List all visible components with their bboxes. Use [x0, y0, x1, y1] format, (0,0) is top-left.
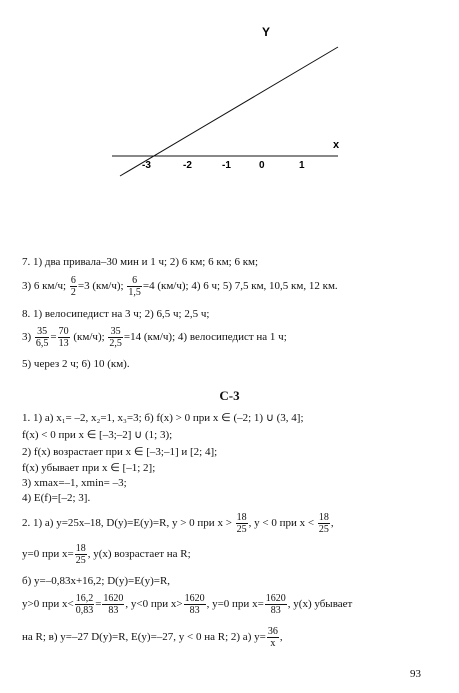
p7-line2 [22, 275, 338, 298]
s2-frac6 [184, 593, 206, 616]
s2-line4-c: , y<0 при x> [125, 598, 183, 611]
s2-frac2-num: 18 [318, 512, 329, 523]
s2-frac3 [75, 543, 87, 566]
page-number: 93 [410, 668, 421, 680]
s2-frac5 [102, 593, 124, 616]
s2-frac8 [267, 626, 279, 649]
s2-line5-b: , [279, 631, 283, 644]
p8-frac2 [58, 326, 70, 349]
function-graph [0, 0, 459, 200]
s1-line2: f(x) < 0 при x ∈ [–3;–2] ∪ (1; 3); [22, 429, 173, 441]
tick-label-neg1: -1 [222, 160, 231, 171]
p7-line2-b: =3 (км/ч); [77, 280, 124, 293]
s2-line1-b: , y < 0 при x < [248, 517, 315, 530]
p8-eq: = [50, 331, 57, 344]
p8-frac2-den: 13 [58, 338, 69, 349]
s1-line6: 4) E(f)=[–2; 3]. [22, 492, 91, 504]
s2-frac1-den: 25 [236, 524, 247, 535]
section-title: С-3 [219, 388, 240, 403]
s2-line4 [22, 593, 352, 616]
p7-frac1 [70, 275, 77, 298]
s2-line4-e: , y(x) убывает [287, 598, 353, 611]
s2-frac8-num: 36 [267, 626, 278, 637]
p7-frac1-num: 6 [70, 275, 76, 286]
x-axis-label: x [333, 139, 340, 151]
s2-frac5-num: 1620 [103, 593, 124, 604]
p8-line1: 8. 1) велосипедист на 3 ч; 2) 6,5 ч; 2,5 ч; [22, 308, 210, 320]
s2-frac6-den: 83 [189, 605, 200, 616]
p7-frac2-num: 6 [127, 275, 142, 287]
p8-frac2-num: 70 [58, 326, 69, 337]
s2-line4-b: = [95, 598, 102, 611]
s2-line2-b: , y(x) возрастает на R; [87, 548, 191, 561]
s2-line1-a: 2. 1) а) y=25x–18, D(y)=E(y)=R, y > 0 при x > [22, 517, 232, 530]
s2-frac6-num: 1620 [184, 593, 205, 604]
s1-line5: 3) xmax=–1, xmin= –3; [22, 477, 127, 489]
p8-line2-b: (км/ч); [73, 331, 105, 344]
p7-frac1-den: 2 [70, 287, 76, 298]
function-line [120, 47, 338, 176]
tick-label-0: 0 [259, 160, 265, 171]
p8-line2-c: =14 (км/ч); 4) велосипедист на 1 ч; [123, 331, 287, 344]
s2-frac3-den: 25 [75, 555, 86, 566]
s2-frac4 [75, 593, 95, 616]
s2-line5 [22, 626, 283, 649]
p7-frac2-den: 1,5 [128, 287, 141, 298]
s2-frac7-den: 83 [270, 605, 281, 616]
s2-frac7 [265, 593, 287, 616]
p8-line2 [22, 326, 287, 349]
p8-line2-a: 3) [22, 331, 32, 344]
s2-frac2-den: 25 [318, 524, 329, 535]
s2-frac2 [318, 512, 330, 535]
s2-line1 [22, 512, 334, 535]
s1-line3: 2) f(x) возрастает при x ∈ [–3;–1] и [2; 4]; [22, 446, 218, 458]
p8-frac1 [35, 326, 50, 349]
s2-frac1 [236, 512, 248, 535]
y-axis-label: Y [262, 25, 271, 39]
s2-frac5-den: 83 [108, 605, 119, 616]
tick-label-neg3: -3 [142, 160, 151, 171]
s2-line2 [22, 543, 191, 566]
p7-line2-c: =4 (км/ч); 4) 6 ч; 5) 7,5 км, 10,5 км, 12 км. [142, 280, 338, 293]
s2-frac4-den: 0,83 [75, 605, 94, 616]
s2-frac7-num: 1620 [265, 593, 286, 604]
p7-line1: 7. 1) два привала–30 мин и 1 ч; 2) 6 км; 6 км; 6 км; [22, 256, 259, 268]
s1-line4: f(x) убывает при x ∈ [–1; 2]; [22, 462, 156, 474]
p8-frac3 [108, 326, 123, 349]
s2-line4-a: y>0 при x< [22, 598, 74, 611]
s2-line3: б) y=–0,83x+16,2; D(y)=E(y)=R, [22, 575, 171, 587]
p7-frac2 [127, 275, 142, 298]
s2-line5-a: на R; в) y=–27 D(y)=R, E(y)=–27, y < 0 на R; 2) а) y= [22, 631, 266, 644]
tick-label-1: 1 [299, 160, 305, 171]
s1-line1: 1. 1) а) x₁= –2, x₂=1, x₃=3; б) f(x) > 0 при x ∈ (–2; 1) ∪ (3, 4]; [22, 412, 304, 424]
s2-frac1-num: 18 [236, 512, 247, 523]
p8-frac3-num: 35 [108, 326, 123, 338]
p7-line2-a: 3) 6 км/ч; [22, 280, 67, 293]
s2-frac3-num: 18 [75, 543, 86, 554]
p8-frac1-den: 6,5 [35, 338, 49, 349]
p8-frac3-den: 2,5 [109, 338, 122, 349]
s2-line4-d: , y=0 при x= [206, 598, 264, 611]
s2-line2-a: y=0 при x= [22, 548, 74, 561]
p8-line3: 5) через 2 ч; 6) 10 (км). [22, 358, 130, 370]
s2-frac4-num: 16,2 [75, 593, 94, 604]
tick-label-neg2: -2 [183, 160, 192, 171]
p8-frac1-num: 35 [35, 326, 50, 338]
s2-line1-c: , [330, 517, 334, 530]
s2-frac8-den: x [270, 638, 276, 649]
